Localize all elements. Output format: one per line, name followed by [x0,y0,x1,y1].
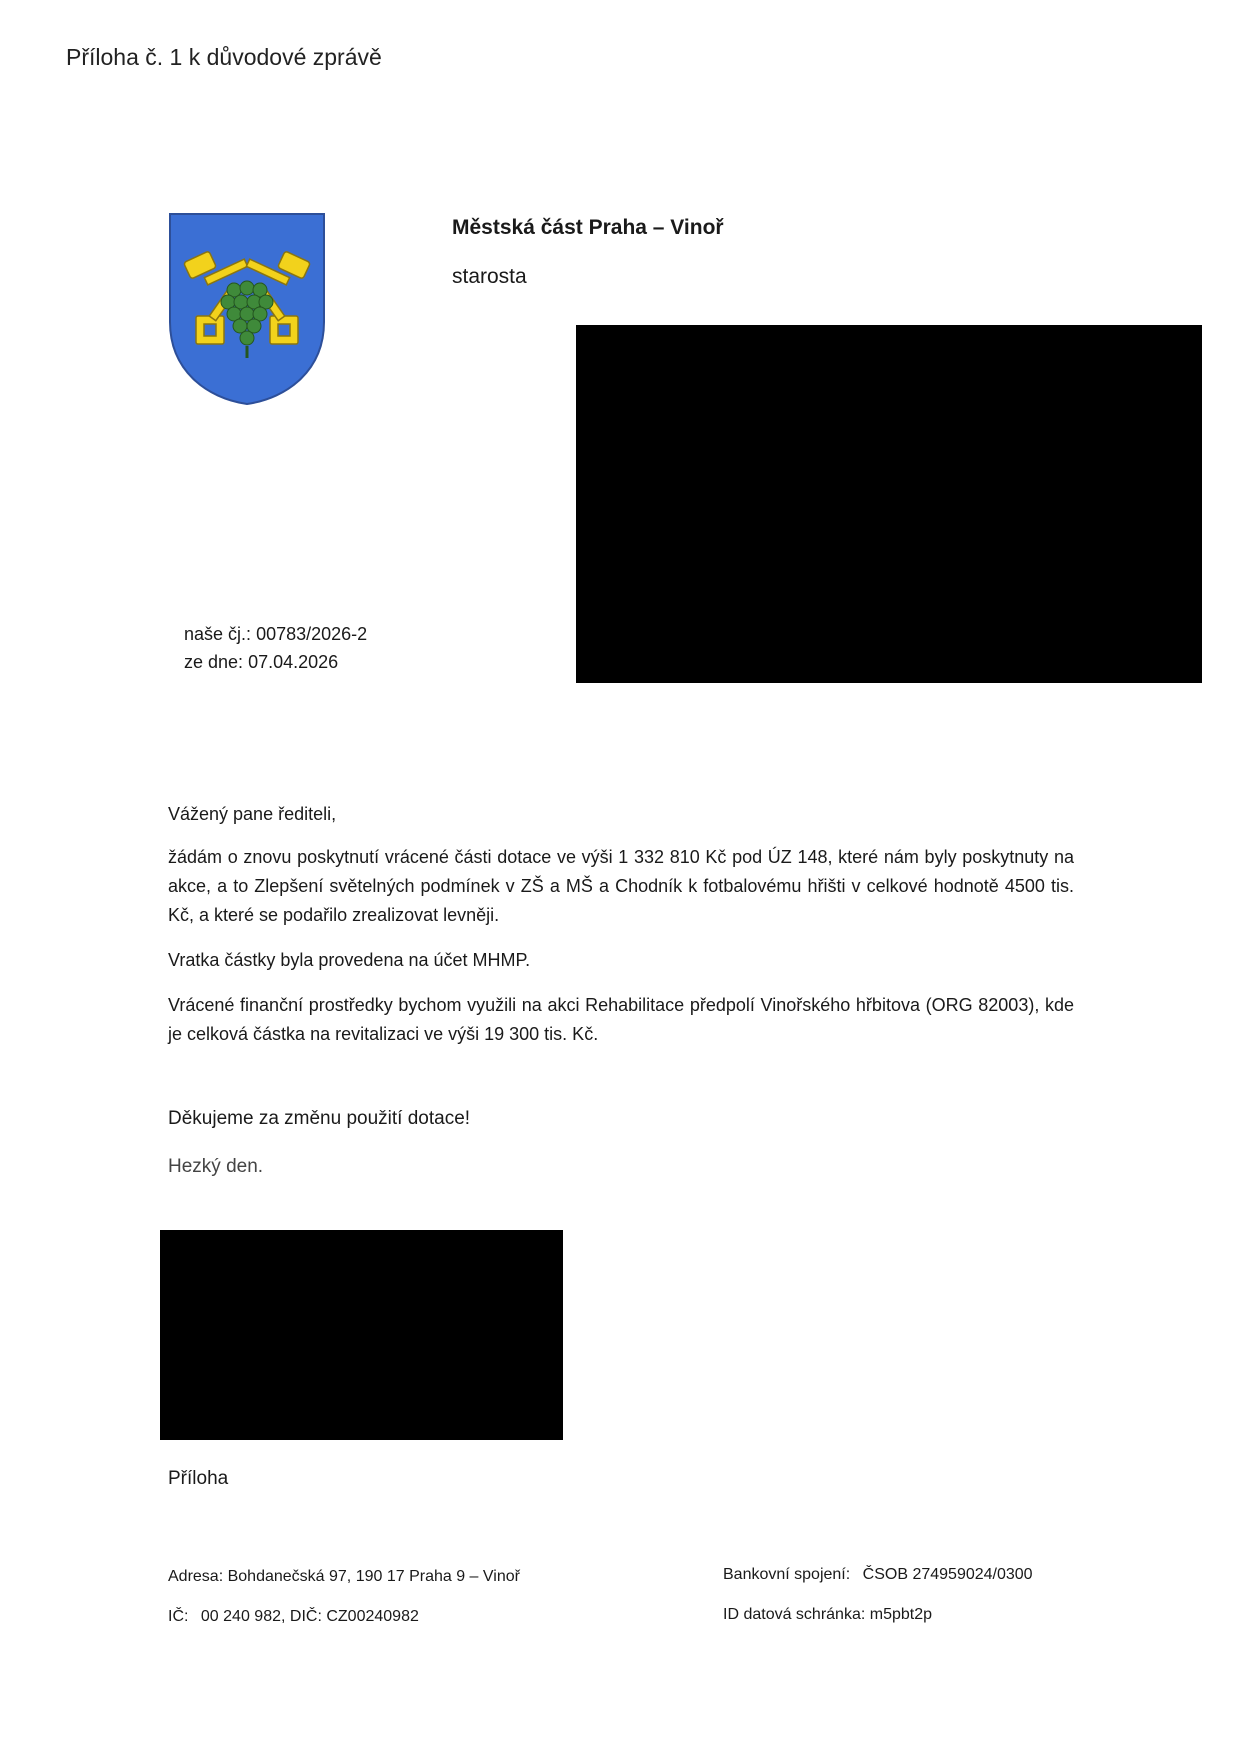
dic-label: DIČ: [289,1608,322,1625]
ref-number-label: naše čj.: [184,624,252,644]
ref-number-value: 00783/2026-2 [256,624,368,644]
letter-body [168,800,1074,1065]
address-value: Bohdanečská 97, 190 17 Praha 9 – Vinoř [227,1568,520,1585]
ref-date-value: 07.04.2026 [248,652,339,672]
regards-line: Hezký den. [168,1156,264,1177]
footer-left [168,1557,520,1637]
dic-value: CZ00240982 [326,1608,419,1625]
closing-line: Děkujeme za změnu použití dotace! [168,1108,471,1129]
databox-value: m5pbt2p [869,1606,933,1623]
ic-value: 00 240 982, [200,1608,286,1625]
bank-value: ČSOB 274959024/0300 [862,1566,1033,1583]
body-paragraph: Vratka částky byla provedena na účet MHMP. [168,950,531,970]
databox-label: ID datová schránka: [723,1606,866,1623]
bank-label: Bankovní spojení: [723,1566,851,1583]
organization-role: starosta [452,265,527,288]
body-paragraph: Vrácené finanční prostředky bychom využili na akci Rehabilitace předpolí Vinořského hřbitova (ORG 82003), kde je celková částka na revitalizaci ve výši 19 300 tis. Kč. [168,995,1074,1044]
footer-right [723,1555,1033,1635]
salutation: Vážený pane řediteli, [168,804,337,824]
attachment-note: Příloha [168,1468,229,1489]
redacted-signature-block [160,1230,563,1440]
reference-block [184,620,367,676]
body-paragraph: žádám o znovu poskytnutí vrácené části dotace ve výši 1 332 810 Kč pod ÚZ 148, které nám byly poskytnuty na akce, a to Zlepšení světelných podmínek v ZŠ a MŠ a Chodník k fotbalovému hřišti v celkové hodnotě 4500 tis. Kč, a které se podařilo zrealizovat levněji. [168,847,1074,925]
organization-name: Městská část Praha – Vinoř [452,216,724,239]
ref-date-label: ze dne: [184,652,244,672]
coat-of-arms-icon [168,212,326,406]
address-label: Adresa: [168,1568,224,1585]
attachment-heading: Příloha č. 1 k důvodové zprávě [66,44,382,70]
ic-label: IČ: [168,1608,189,1625]
redacted-recipient-block [576,325,1202,683]
